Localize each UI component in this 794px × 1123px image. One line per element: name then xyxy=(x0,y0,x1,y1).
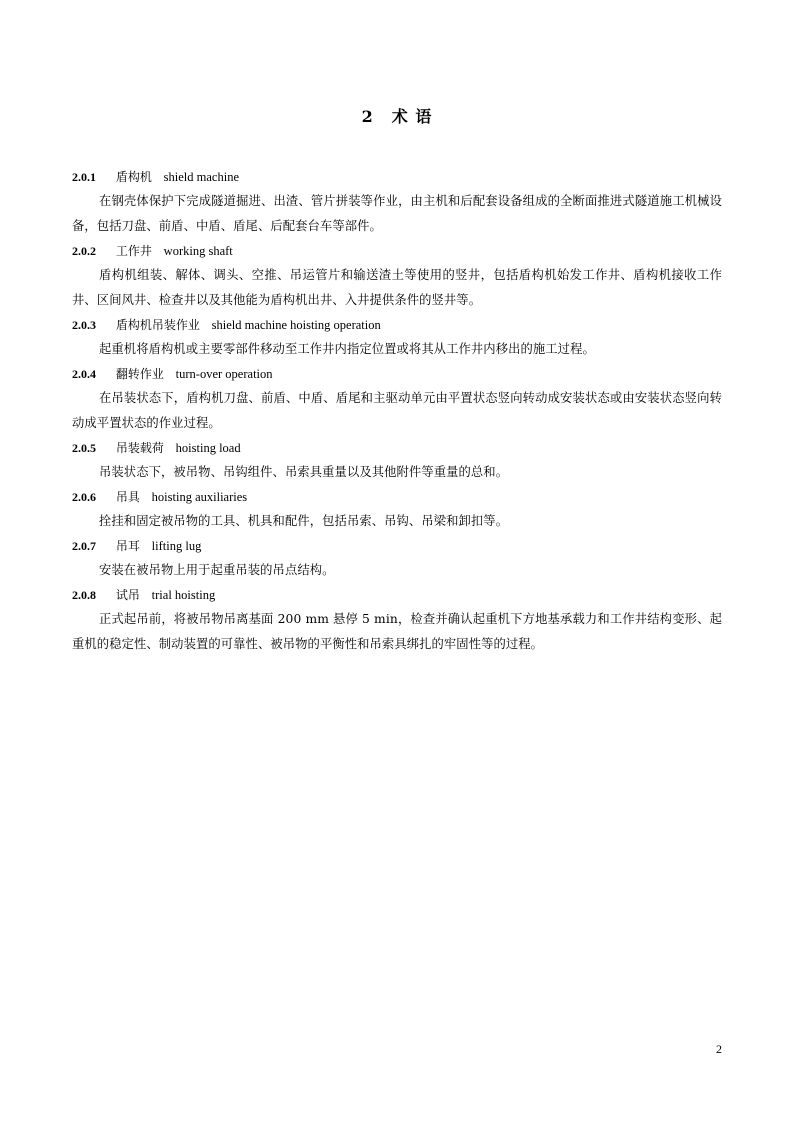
term-heading xyxy=(72,436,722,460)
term-definition: 起重机将盾构机或主要零部件移动至工作井内指定位置或将其从工作井内移出的施工过程。 xyxy=(99,342,595,356)
term-chinese: 翻转作业 xyxy=(115,367,164,381)
term-number: 2.0.1 xyxy=(72,170,96,184)
term-number: 2.0.2 xyxy=(72,244,96,258)
term-heading xyxy=(72,534,722,558)
page-number: 2 xyxy=(716,1042,722,1056)
term-entry xyxy=(72,583,722,657)
term-entry xyxy=(72,534,722,583)
term-heading xyxy=(72,313,722,337)
term-definition: 吊装状态下，被吊物、吊钩组件、吊索具重量以及其他附件等重量的总和。 xyxy=(99,465,509,479)
terms-list xyxy=(72,165,722,657)
term-number: 2.0.5 xyxy=(72,441,96,455)
term-definition: 拴挂和固定被吊物的工具、机具和配件，包括吊索、吊钩、吊梁和卸扣等。 xyxy=(99,514,509,528)
term-definition: 在钢壳体保护下完成隧道掘进、出渣、管片拼装等作业，由主机和后配套设备组成的全断面推进式隧道施工机械设备，包括刀盘、前盾、中盾、盾尾、后配套台车等部件。 xyxy=(72,194,722,233)
chapter-heading: 术 语 xyxy=(391,107,433,126)
term-definition: 盾构机组装、解体、调头、空推、吊运管片和输送渣土等使用的竖井，包括盾构机始发工作井、盾构机接收工作井、区间风井、检查井以及其他能为盾构机出井、入井提供条件的竖井等。 xyxy=(72,268,722,307)
term-number: 2.0.3 xyxy=(72,318,96,332)
chapter-number: 2 xyxy=(361,107,374,126)
term-number: 2.0.6 xyxy=(72,490,96,504)
term-chinese: 工作井 xyxy=(115,244,152,258)
term-heading xyxy=(72,362,722,386)
term-chinese: 吊耳 xyxy=(115,539,140,553)
term-english: turn-over operation xyxy=(175,367,273,381)
term-chinese: 吊具 xyxy=(115,490,140,504)
term-entry xyxy=(72,239,722,313)
term-entry xyxy=(72,165,722,239)
term-chinese: 试吊 xyxy=(115,588,140,602)
term-definition: 安装在被吊物上用于起重吊装的吊点结构。 xyxy=(99,563,335,577)
chapter-title xyxy=(0,106,794,128)
term-english: hoisting load xyxy=(175,441,241,455)
term-entry xyxy=(72,362,722,436)
term-chinese: 盾构机吊装作业 xyxy=(115,318,200,332)
term-entry xyxy=(72,436,722,485)
term-english: shield machine hoisting operation xyxy=(211,318,381,332)
term-definition: 在吊装状态下，盾构机刀盘、前盾、中盾、盾尾和主驱动单元由平置状态竖向转动成安装状态或由安装状态竖向转动成平置状态的作业过程。 xyxy=(72,391,722,430)
term-entry xyxy=(72,485,722,534)
term-heading xyxy=(72,485,722,509)
term-heading xyxy=(72,583,722,607)
term-english: lifting lug xyxy=(151,539,202,553)
term-entry xyxy=(72,313,722,362)
term-chinese: 吊装载荷 xyxy=(115,441,164,455)
term-number: 2.0.7 xyxy=(72,539,96,553)
term-heading xyxy=(72,165,722,189)
term-english: shield machine xyxy=(163,170,239,184)
term-number: 2.0.4 xyxy=(72,367,96,381)
term-english: trial hoisting xyxy=(151,588,216,602)
term-chinese: 盾构机 xyxy=(115,170,152,184)
term-english: working shaft xyxy=(163,244,233,258)
term-heading xyxy=(72,239,722,263)
term-number: 2.0.8 xyxy=(72,588,96,602)
term-english: hoisting auxiliaries xyxy=(151,490,248,504)
term-definition: 正式起吊前，将被吊物吊离基面 200 mm 悬停 5 min，检查并确认起重机下方地基承载力和工作井结构变形、起重机的稳定性、制动装置的可靠性、被吊物的平衡性和吊索具绑扎的牢固性等的过程。 xyxy=(72,612,722,651)
